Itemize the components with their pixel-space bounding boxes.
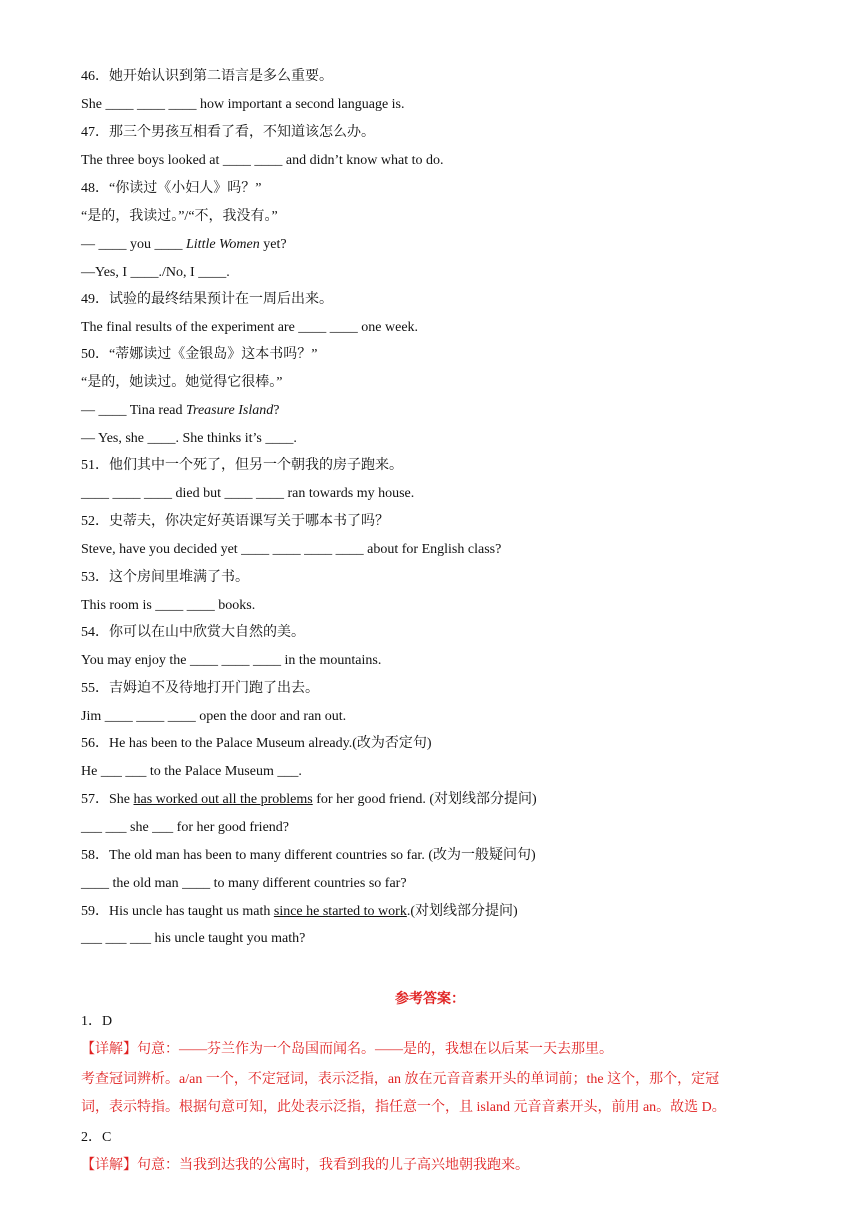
q47-cn-line	[81, 124, 375, 142]
a2-line	[81, 1129, 111, 1147]
q56-en-line	[81, 763, 302, 781]
line-text: 53．这个房间里堆满了书。	[81, 570, 249, 585]
q48-cn2-line	[81, 208, 278, 226]
q52-en-line	[81, 541, 501, 559]
line-text: 50．“蒂娜读过《金银岛》这本书吗？”	[81, 347, 318, 362]
line-text: ____ the old man ____ to many different countries so far?	[81, 876, 407, 891]
q50-en2-line	[81, 430, 297, 448]
line-text: 54．你可以在山中欣赏大自然的美。	[81, 625, 305, 640]
line-text: You may enjoy the ____ ____ ____ in the mountains.	[81, 653, 382, 668]
line-text: ___ ___ ___ his uncle taught you math?	[81, 931, 306, 946]
line-text: She ____ ____ ____ how important a second language is.	[81, 97, 405, 112]
q54-en-line	[81, 652, 381, 670]
q48-en2-line	[81, 264, 230, 282]
line-text: for her good friend. (对划线部分提问)	[312, 792, 537, 807]
q53-cn-line	[81, 569, 249, 587]
line-text: 2．C	[81, 1130, 112, 1145]
line-text: 51．他们其中一个死了，但另一个朝我的房子跑来。	[81, 458, 403, 473]
q49-cn-line	[81, 291, 333, 309]
line-text: 49．试验的最终结果预计在一周后出来。	[81, 292, 333, 307]
q50-en-line	[81, 402, 279, 420]
line-text: “是的，我读过。”/“不，我没有。”	[81, 209, 278, 224]
line-text: The final results of the experiment are ____ ____ one week.	[81, 320, 419, 335]
q50-cn2-line	[81, 374, 282, 392]
line-text: — Yes, she ____. She thinks it’s ____.	[81, 431, 297, 446]
line-text: 52．史蒂夫，你决定好英语课写关于哪本书了吗？	[81, 514, 389, 529]
line-text: yet?	[259, 237, 287, 252]
line-text: —Yes, I ____./No, I ____.	[81, 265, 230, 280]
line-text: 56．He has been to the Palace Museum already.(改为否定句)	[81, 736, 432, 751]
line-text: 考查冠词辨析。a/an 一个，不定冠词，表示泛指，an 放在元音音素开头的单词前；the 这个，那个，定冠	[81, 1072, 720, 1087]
line-text: 57．She	[81, 792, 134, 807]
q46-en-line	[81, 96, 405, 114]
line-text: 【详解】句意：当我到达我的公寓时，我看到我的儿子高兴地朝我跑来。	[81, 1158, 529, 1173]
line-text: 58．The old man has been to many different countries so far. (改为一般疑问句)	[81, 848, 536, 863]
line-text: “是的，她读过。她觉得它很棒。”	[81, 375, 283, 390]
q54-cn-line	[81, 624, 305, 642]
line-text: — ____ you ____	[81, 237, 186, 252]
line-text: 48．“你读过《小妇人》吗？”	[81, 181, 262, 196]
q52-cn-line	[81, 513, 389, 531]
q59-en-line	[81, 930, 305, 948]
q57-cn-line	[81, 791, 537, 809]
line-text: ____ ____ ____ died but ____ ____ ran towards my house.	[81, 486, 415, 501]
line-text: 55．吉姆迫不及待地打开门跑了出去。	[81, 681, 319, 696]
line-text: 1．D	[81, 1014, 113, 1029]
q48-en-line	[81, 236, 287, 254]
line-text: 【详解】句意：——芬兰作为一个岛国而闻名。——是的，我想在以后某一天去那里。	[81, 1042, 613, 1057]
line-text: ___ ___ she ___ for her good friend?	[81, 820, 290, 835]
line-text: 59．His uncle has taught us math	[81, 904, 274, 919]
underlined-text: has worked out all the problems	[133, 792, 313, 807]
italic-title: Little Women	[186, 237, 260, 252]
q48-cn-line	[81, 180, 261, 198]
a1-analysis-1-line	[81, 1071, 719, 1089]
line-text: Steve, have you decided yet ____ ____ ____ ____ about for English class?	[81, 542, 502, 557]
q58-en-line	[81, 875, 407, 893]
line-text: The three boys looked at ____ ____ and didn’t know what to do.	[81, 153, 444, 168]
line-text: 47．那三个男孩互相看了看，不知道该怎么办。	[81, 125, 375, 140]
a1-detail-line	[81, 1041, 613, 1059]
q55-cn-line	[81, 680, 319, 698]
a1-analysis-2-line	[81, 1099, 726, 1117]
answers-heading: 参考答案：	[395, 992, 465, 1007]
q51-cn-line	[81, 457, 403, 475]
q58-cn-line	[81, 847, 536, 865]
q51-en-line	[81, 485, 414, 503]
q53-en-line	[81, 597, 255, 615]
line-text: — ____ Tina read	[81, 403, 186, 418]
line-text: 词，表示特指。根据句意可知，此处表示泛指，指任意一个，且 island 元音音素开头，前用 an。故选 D。	[81, 1100, 726, 1115]
q57-en-line	[81, 819, 289, 837]
q49-en-line	[81, 319, 418, 337]
q50-cn-line	[81, 346, 317, 364]
line-text: This room is ____ ____ books.	[81, 598, 256, 613]
q46-cn-line	[81, 68, 333, 86]
line-text: He ___ ___ to the Palace Museum ___.	[81, 764, 302, 779]
line-text: .(对划线部分提问)	[406, 904, 518, 919]
italic-title: Treasure Island	[186, 403, 274, 418]
line-text: Jim ____ ____ ____ open the door and ran out.	[81, 709, 347, 724]
q55-en-line	[81, 708, 346, 726]
line-text: 46．她开始认识到第二语言是多么重要。	[81, 69, 333, 84]
q47-en-line	[81, 152, 444, 170]
a2-detail-line	[81, 1157, 529, 1175]
q59-cn-line	[81, 903, 518, 921]
underlined-text: since he started to work	[273, 904, 407, 919]
line-text: ?	[273, 403, 280, 418]
a1-line	[81, 1013, 112, 1031]
q56-cn-line	[81, 735, 432, 753]
